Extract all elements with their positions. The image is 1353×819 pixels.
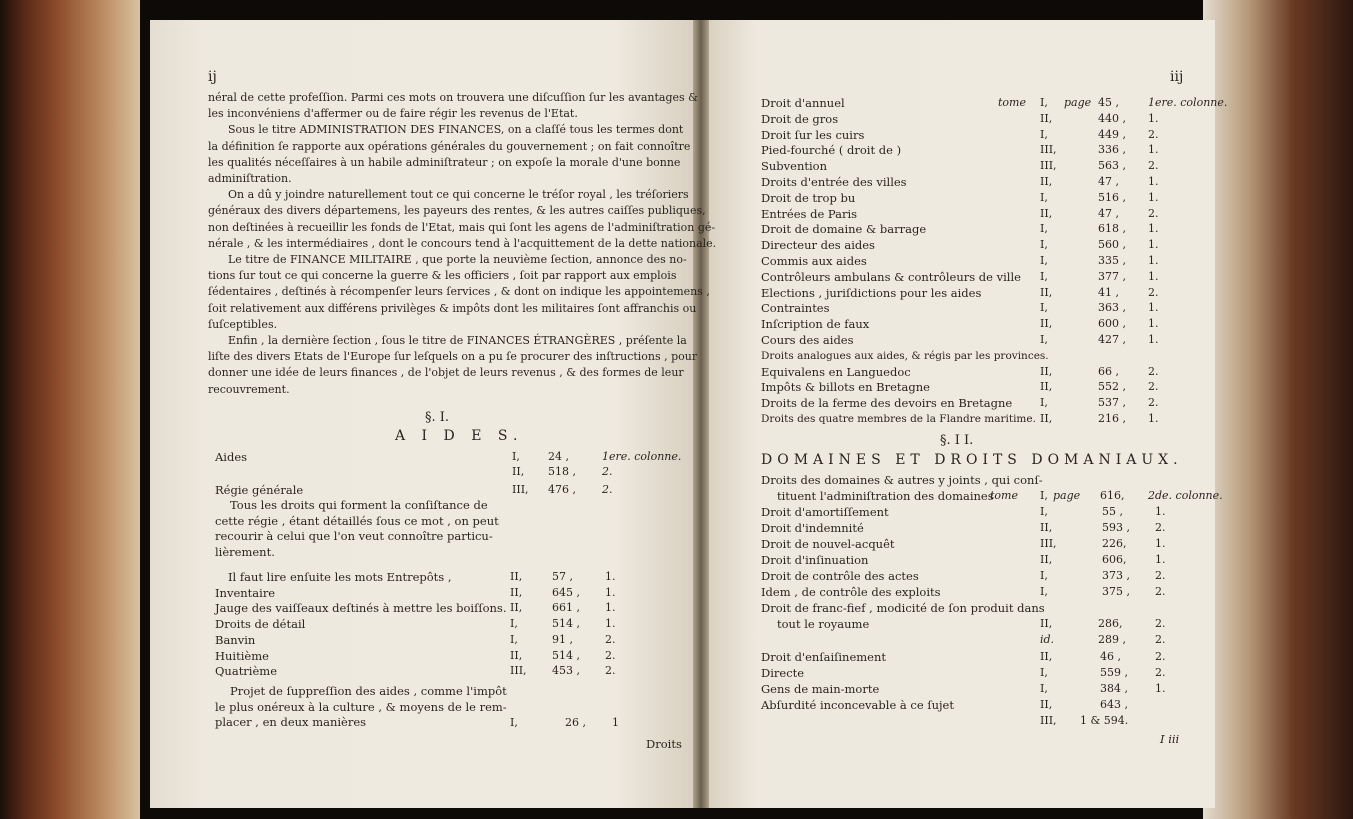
index-page: 46 , xyxy=(1100,650,1121,663)
index-label: Banvin xyxy=(215,632,256,647)
index-page: 440 , xyxy=(1098,111,1126,125)
index-label: Droit ſur les cuirs xyxy=(761,127,865,142)
paragraph-line: ſédentaires , deſtinés à récompenſer leurs ſervices , & dont on indique les appointemens , xyxy=(208,285,710,299)
section-number: §. I I. xyxy=(940,433,974,448)
index-label: Droit de nouvel-acquêt xyxy=(761,537,895,551)
index-col: 1. xyxy=(1148,317,1159,331)
index-col: 1 xyxy=(612,716,619,729)
index-tome: I, xyxy=(1040,238,1048,252)
section-title: DOMAINES ET DROITS DOMANIAUX. xyxy=(761,452,1183,468)
index-tome: I, xyxy=(1040,666,1048,679)
index-label: Droits analogues aux aides, & régis par les provinces. xyxy=(761,349,1049,362)
index-label: Droit d'enſaiſinement xyxy=(761,650,887,664)
index-col: 2. xyxy=(1155,521,1166,534)
index-tome: II, xyxy=(1040,412,1053,425)
index-tome: I, xyxy=(510,632,518,646)
index-page: 449 , xyxy=(1098,127,1126,141)
index-page: 593 , xyxy=(1102,521,1130,534)
index-col: 1. xyxy=(1148,412,1159,425)
index-label: Abſurdité inconcevable à ce ſujet xyxy=(761,698,954,712)
index-tome: I, xyxy=(1040,269,1048,283)
index-label: Droit de gros xyxy=(761,111,839,126)
index-page: 335 , xyxy=(1098,254,1126,267)
intro-line: tituent l'adminiſtration des domaines xyxy=(777,489,994,503)
index-tome: II, xyxy=(510,570,523,583)
paragraph-line: nérale , & les intermédiaires , dont le concours tend à l'acquittement de la dette nationale. xyxy=(208,236,717,250)
index-col: 1. xyxy=(605,585,616,599)
index-page: 476 , xyxy=(548,483,576,496)
index-page: 47 , xyxy=(1098,206,1119,220)
index-label: Droits des quatre membres de la Flandre maritime. xyxy=(761,413,1036,425)
index-page: 645 , xyxy=(552,585,580,599)
index-tome: II, xyxy=(1040,364,1053,378)
index-page: 661 , xyxy=(552,601,580,615)
index-label: Droit de trop bu xyxy=(761,190,856,205)
paragraph-line: On a dû y joindre naturellement tout ce qui concerne le tréſor royal , les tréſoriers xyxy=(228,188,689,202)
paragraph-line: non deſtinées à recueillir les fonds de l'Etat, mais qui ſont les agens de l'adminiſtration gé- xyxy=(208,220,716,234)
index-page: 91 , xyxy=(552,632,573,646)
index-col: 1. xyxy=(1148,269,1159,283)
index-col: 1. xyxy=(1148,111,1159,125)
index-page: 606, xyxy=(1102,553,1127,566)
index-label: Entrées de Paris xyxy=(761,206,858,221)
index-tome: I, xyxy=(1040,222,1048,236)
paragraph-line: Le titre de FINANCE MILITAIRE , que porte la neuvième ſection, annonce des no- xyxy=(228,253,687,266)
index-page: 375 , xyxy=(1102,585,1130,598)
franc-fief-line: Droit de franc-fief , modicité de ſon produit dans xyxy=(761,601,1045,615)
intro-line: lièrement. xyxy=(215,544,275,559)
index-page: 600 , xyxy=(1098,317,1126,331)
index-page: 226, xyxy=(1102,537,1127,550)
index-label: Jauge des vaiſſeaux deſtinés à mettre les boiſſons. xyxy=(215,601,507,616)
index-tome: III, xyxy=(510,664,527,678)
index-tome: II, xyxy=(1040,553,1053,566)
index-col: 2. xyxy=(602,465,613,478)
intro-line: recourir à celui que l'on veut connoître particu- xyxy=(215,529,493,543)
index-tome: I, xyxy=(1040,505,1048,518)
index-label: Equivalens en Languedoc xyxy=(761,364,911,379)
index-page: 560 , xyxy=(1098,238,1126,252)
index-tome: I, xyxy=(1040,682,1048,695)
index-col: 1. xyxy=(605,617,616,631)
index-label: Aides xyxy=(215,450,248,464)
index-tome: I, xyxy=(1040,127,1048,141)
index-col: 1. xyxy=(1148,238,1159,252)
index-col: 1. xyxy=(1148,254,1159,267)
index-col: 2. xyxy=(1148,285,1159,299)
catchword: Droits xyxy=(646,737,682,751)
index-tome: id. xyxy=(1040,633,1055,646)
index-label: Pied-fourché ( droit de ) xyxy=(761,143,902,158)
index-col: 1. xyxy=(1155,537,1166,550)
index-page: 537 , xyxy=(1098,396,1126,410)
intro-line: Tous les droits qui forment la conſiſtance de xyxy=(230,498,488,512)
paragraph-line: généraux des divers départemens, les payeurs des rentes, & les autres caiſſes publiques, xyxy=(208,204,706,218)
index-tome: II, xyxy=(1040,380,1053,394)
index-page: 643 , xyxy=(1100,698,1128,711)
index-page: 57 , xyxy=(552,570,573,583)
paragraph-line: néral de cette profeſſion. Parmi ces mots on trouvera une diſcuſſion ſur les avantages & xyxy=(208,91,698,104)
index-col: 2. xyxy=(605,632,616,646)
index-col: 2de. colonne. xyxy=(1148,489,1223,502)
index-tome: III, xyxy=(1040,159,1057,173)
index-tome: II, xyxy=(1040,317,1053,331)
index-page: 427 , xyxy=(1098,333,1126,346)
index-label: Gens de main-morte xyxy=(761,682,880,696)
index-tome: II, xyxy=(1040,206,1053,220)
paragraph-line: Enfin , la dernière ſection , ſous le titre de FINANCES ÉTRANGÈRES , préſente la xyxy=(228,334,687,347)
index-tome: II, xyxy=(512,465,525,478)
index-col: 1. xyxy=(1155,553,1166,566)
tome-word: tome xyxy=(998,96,1026,109)
intro-line: Droits des domaines & autres y joints , qui conſ- xyxy=(761,473,1043,487)
index-col: 2. xyxy=(1148,127,1159,141)
index-tome: I, xyxy=(1040,396,1048,410)
index-tome: II, xyxy=(1040,175,1053,188)
index-col: 1. xyxy=(1155,682,1166,695)
tome-word: tome xyxy=(990,489,1018,502)
index-label: Subvention xyxy=(761,159,827,174)
index-page: 514 , xyxy=(552,617,580,631)
index-col: 1. xyxy=(1148,143,1159,157)
index-page: 55 , xyxy=(1102,505,1123,518)
index-label: Huitième xyxy=(215,648,269,663)
index-label: Droits de la ferme des devoirs en Bretagne xyxy=(761,396,1013,411)
index-tome: III, xyxy=(1040,537,1057,550)
index-col: 2. xyxy=(1148,206,1159,220)
index-tome: II, xyxy=(1040,285,1053,299)
index-col: 1. xyxy=(1148,333,1159,346)
index-page: 552 , xyxy=(1098,380,1126,394)
index-col: 2. xyxy=(1155,585,1166,598)
index-label: Contraintes xyxy=(761,301,830,316)
index-page: 618 , xyxy=(1098,222,1126,236)
index-col: 2. xyxy=(1148,396,1159,410)
index-label: Inventaire xyxy=(215,585,276,600)
index-label: Commis aux aides xyxy=(761,254,867,268)
paragraph-line: recouvrement. xyxy=(208,382,290,396)
paragraph-line: ſuſceptibles. xyxy=(208,317,278,331)
index-col: 2. xyxy=(1148,364,1159,378)
index-col: 2. xyxy=(1155,650,1166,663)
page-number: iij xyxy=(1170,69,1184,85)
index-label: Droits d'entrée des villes xyxy=(761,175,907,189)
index-label: Idem , de contrôle des exploits xyxy=(761,585,941,599)
index-tome: I, xyxy=(510,617,518,631)
paragraph-line: donner une idée de leurs finances , de l'objet de leurs revenus , & des formes de leur xyxy=(208,366,684,380)
index-col: 2. xyxy=(1155,666,1166,679)
index-tome: I, xyxy=(512,450,520,463)
index-page: 453 , xyxy=(552,664,580,678)
index-col: 2. xyxy=(1155,633,1166,646)
paragraph-line: la définition ſe rapporte aux opérations générales du gouvernement ; on fait connoître xyxy=(208,139,691,153)
index-page: 47 , xyxy=(1098,175,1119,188)
index-col: 1. xyxy=(1148,222,1159,236)
index-label: Quatrième xyxy=(215,664,278,679)
index-label: Droit d'amortiſſement xyxy=(761,505,889,519)
index-label: Inſcription de faux xyxy=(761,317,870,332)
paragraph-line: ſoit relativement aux différens privilèges & impôts dont les militaires ſont affranchis ou xyxy=(208,301,697,315)
projet-line: Projet de ſuppreſſion des aides , comme l'impôt xyxy=(230,684,507,698)
index-tome: II, xyxy=(1040,617,1053,630)
index-page: 26 , xyxy=(565,716,586,729)
signature-mark: I iii xyxy=(1160,732,1180,746)
section-title: A I D E S. xyxy=(395,428,524,444)
index-col: 2. xyxy=(605,664,616,678)
index-label: Impôts & billots en Bretagne xyxy=(761,380,930,395)
index-tome: I, xyxy=(1040,190,1048,204)
index-tome: II, xyxy=(1040,650,1053,663)
book-edge-right xyxy=(1203,0,1353,819)
index-label: Droits de détail xyxy=(215,617,306,632)
index-tome: I, xyxy=(1040,489,1048,502)
paragraph-line: adminiſtration. xyxy=(208,172,292,185)
index-col: 2. xyxy=(1155,569,1166,582)
intro-line: cette régie , étant détaillés ſous ce mot , on peut xyxy=(215,513,499,528)
index-col: 1. xyxy=(1148,175,1159,188)
index-tome: II, xyxy=(510,648,523,662)
index-col: 1. xyxy=(605,601,616,615)
book-gutter xyxy=(693,20,709,808)
index-col: 2. xyxy=(1148,380,1159,394)
index-label: Droit d'indemnité xyxy=(761,521,864,535)
page-word: page xyxy=(1064,96,1092,109)
index-tome: I, xyxy=(1040,569,1048,582)
index-col: 1. xyxy=(1148,190,1159,204)
index-col: 2. xyxy=(602,483,613,496)
index-page: 518 , xyxy=(548,465,576,478)
index-col: 2. xyxy=(1148,159,1159,173)
index-tome: II, xyxy=(510,601,523,615)
index-tome: III, xyxy=(512,483,529,496)
section-number: §. I. xyxy=(425,410,450,425)
index-col: 2. xyxy=(605,648,616,662)
index-label: Elections , juriſdictions pour les aides xyxy=(761,285,982,300)
index-page: 216 , xyxy=(1098,412,1126,425)
index-page: 289 , xyxy=(1098,633,1126,646)
index-label: Il faut lire enſuite les mots Entrepôts , xyxy=(228,570,452,584)
index-page: 286, xyxy=(1098,617,1123,630)
index-page: 45 , xyxy=(1098,96,1119,109)
index-tome: II, xyxy=(1040,111,1053,125)
paragraph-line: les inconvéniens d'affermer ou de faire régir les revenus de l'Etat. xyxy=(208,107,578,121)
projet-line: placer , en deux manières xyxy=(215,715,367,729)
index-label: Directe xyxy=(761,666,805,680)
index-page: 377 , xyxy=(1098,269,1126,283)
index-page: 24 , xyxy=(548,450,569,463)
index-page: 373 , xyxy=(1102,569,1130,582)
page-number: ij xyxy=(208,69,217,85)
index-label: Contrôleurs ambulans & contrôleurs de ville xyxy=(761,269,1021,284)
index-tome: I, xyxy=(1040,333,1048,346)
index-tome: II, xyxy=(510,585,523,599)
index-col: 1. xyxy=(605,570,616,583)
paragraph-line: tions ſur tout ce qui concerne la guerre & les officiers , ſoit par rapport aux emplois xyxy=(208,269,677,283)
index-page: 563 , xyxy=(1098,159,1126,173)
index-page: 514 , xyxy=(552,648,580,662)
index-page: 384 , xyxy=(1100,682,1128,695)
index-tome: III, xyxy=(1040,143,1057,157)
paragraph-line: Sous le titre ADMINISTRATION DES FINANCES, on a claſſé tous les termes dont xyxy=(228,123,684,137)
index-col: 1ere. colonne. xyxy=(602,450,682,463)
index-tome: I, xyxy=(1040,301,1048,315)
index-col: 1. xyxy=(1155,505,1166,518)
index-label: Droit d'inſinuation xyxy=(761,553,869,567)
projet-line: le plus onéreux à la culture , & moyens de le rem- xyxy=(215,699,507,714)
paragraph-line: les qualités néceſſaires à un habile adminiſtrateur ; on expoſe la morale d'une bonne xyxy=(208,155,681,169)
index-col: 2. xyxy=(1155,617,1166,630)
index-tome: II, xyxy=(1040,698,1053,711)
index-label: Droit de domaine & barrage xyxy=(761,222,927,237)
index-page: 363 , xyxy=(1098,301,1126,315)
index-col: 1ere. colonne. xyxy=(1148,96,1228,109)
paragraph-line: liſte des divers Etats de l'Europe ſur leſquels on a pu ſe procurer des inſtructions , pour xyxy=(208,350,698,364)
index-page: 336 , xyxy=(1098,143,1126,157)
index-tome: III, xyxy=(1040,714,1057,727)
index-page: 616, xyxy=(1100,489,1125,502)
page-word: page xyxy=(1053,489,1081,502)
index-page: 559 , xyxy=(1100,666,1128,679)
book-edge-left xyxy=(0,0,140,819)
index-tome: I, xyxy=(1040,254,1048,267)
index-label: Droit de contrôle des actes xyxy=(761,569,919,583)
index-label: Régie générale xyxy=(215,483,304,497)
index-tome: II, xyxy=(1040,521,1053,534)
index-tome: I, xyxy=(1040,96,1048,109)
index-label: Directeur des aides xyxy=(761,238,875,253)
index-label: Droit d'annuel xyxy=(761,96,845,110)
index-tome: I, xyxy=(510,716,518,729)
index-col: 1. xyxy=(1148,301,1159,315)
index-page: 66 , xyxy=(1098,364,1119,378)
index-label: Cours des aides xyxy=(761,333,854,347)
index-tome: I, xyxy=(1040,585,1048,598)
index-page: 516 , xyxy=(1098,190,1126,204)
index-page: 1 & 594. xyxy=(1080,714,1129,727)
index-page: 41 , xyxy=(1098,285,1119,299)
franc-fief-line: tout le royaume xyxy=(777,617,870,631)
